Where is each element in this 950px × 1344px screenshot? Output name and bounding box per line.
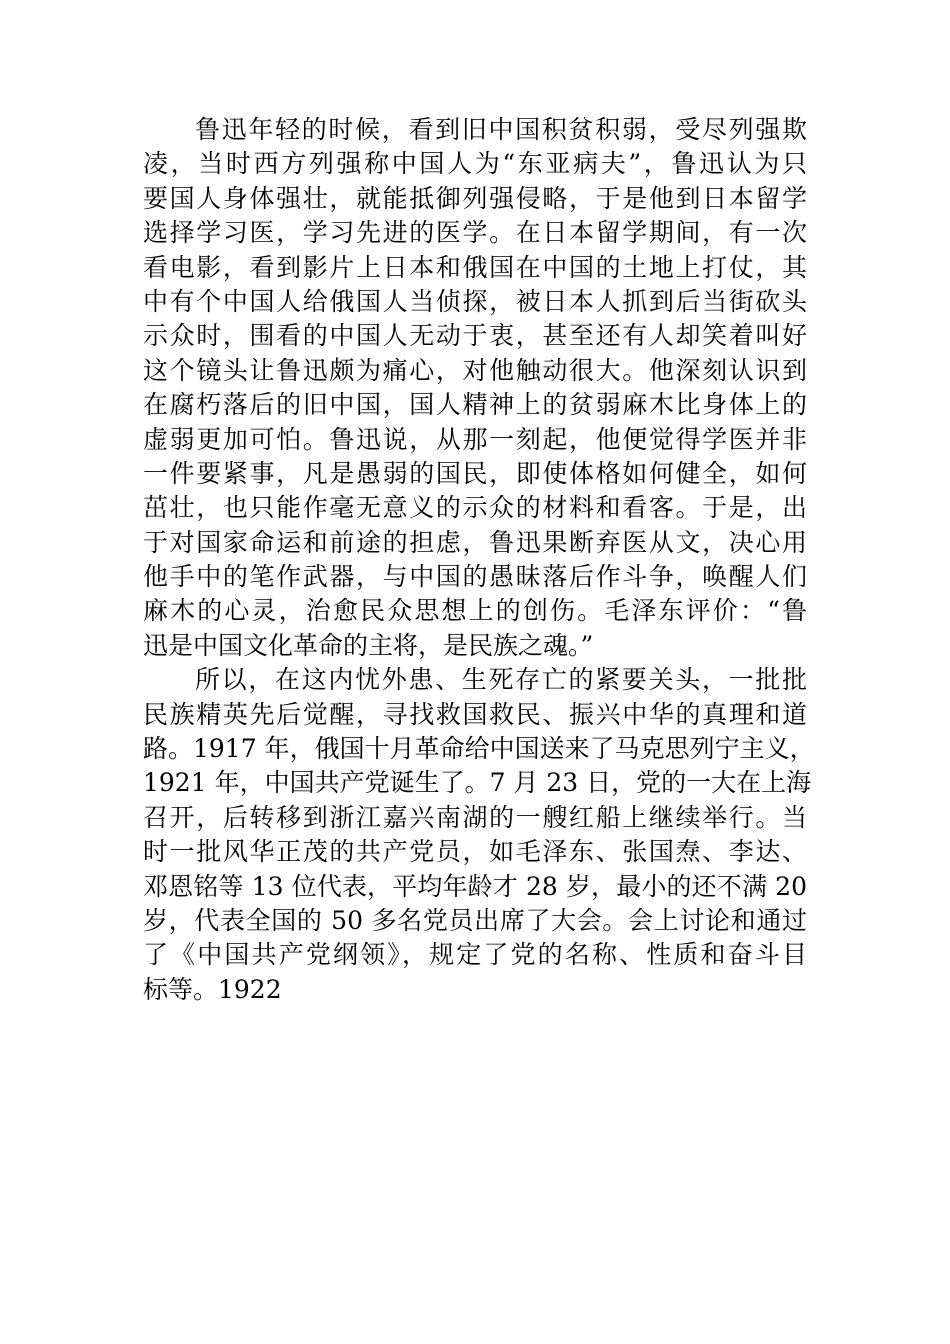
text-line: 要国人身体强壮，就能抵御列强侵略，于是他到日本留学 [143, 183, 807, 213]
text-line: 示众时，围看的中国人无动于衷，甚至还有人却笑着叫好 [143, 321, 807, 351]
text-line: 选择学习医，学习先进的医学。在日本留学期间，有一次 [143, 218, 807, 248]
text-line: 凌，当时西方列强称中国人为“东亚病夫”，鲁迅认为只 [143, 149, 807, 179]
text-line: 标等。1922 [143, 974, 282, 1004]
text-line: 麻木的心灵，治愈民众思想上的创伤。毛泽东评价：“鲁 [143, 596, 807, 626]
text-line: 迅是中国文化革命的主将，是民族之魂。” [143, 630, 594, 660]
body-text [143, 113, 815, 1007]
text-line: 他手中的笔作武器，与中国的愚昧落后作斗争，唤醒人们 [143, 562, 807, 592]
text-line: 中有个中国人给俄国人当侦探，被日本人抓到后当街砍头 [143, 286, 807, 316]
text-line: 茁壮，也只能作毫无意义的示众的材料和看客。于是，出 [143, 493, 807, 523]
text-line: 召开，后转移到浙江嘉兴南湖的一艘红船上继续举行。当 [143, 802, 807, 832]
text-line: 邓恩铭等 13 位代表，平均年龄才 28 岁，最小的还不满 20 [143, 871, 807, 901]
text-line: 在腐朽落后的旧中国，国人精神上的贫弱麻木比身体上的 [143, 390, 807, 420]
text-line: 看电影，看到影片上日本和俄国在中国的土地上打仗，其 [143, 252, 807, 282]
text-line: 民族精英先后觉醒，寻找救国救民、振兴中华的真理和道 [143, 699, 807, 729]
paragraph-lu-xun [143, 113, 807, 663]
text-line: 一件要紧事，凡是愚弱的国民，即使体格如何健全，如何 [143, 458, 807, 488]
paragraph-party-founding [143, 663, 815, 1007]
text-line: 所以，在这内忧外患、生死存亡的紧要关头，一批批 [195, 665, 807, 695]
text-line: 1921 年，中国共产党诞生了。7 月 23 日，党的一大在上海 [143, 768, 812, 798]
text-line: 于对国家命运和前途的担虑，鲁迅果断弃医从文，决心用 [143, 527, 807, 557]
text-line: 了《中国共产党纲领》，规定了党的名称、性质和奋斗目 [143, 940, 807, 970]
text-line: 鲁迅年轻的时候，看到旧中国积贫积弱，受尽列强欺 [195, 115, 807, 144]
text-line: 虚弱更加可怕。鲁迅说，从那一刻起，他便觉得学医并非 [143, 424, 807, 454]
text-line: 这个镜头让鲁迅颇为痛心，对他触动很大。他深刻认识到 [143, 355, 807, 385]
text-line: 岁，代表全国的 50 多名党员出席了大会。会上讨论和通过 [143, 905, 807, 935]
text-line: 时一批风华正茂的共产党员，如毛泽东、张国焘、李达、 [143, 837, 807, 867]
text-line: 路。1917 年，俄国十月革命给中国送来了马克思列宁主义， [143, 734, 815, 764]
